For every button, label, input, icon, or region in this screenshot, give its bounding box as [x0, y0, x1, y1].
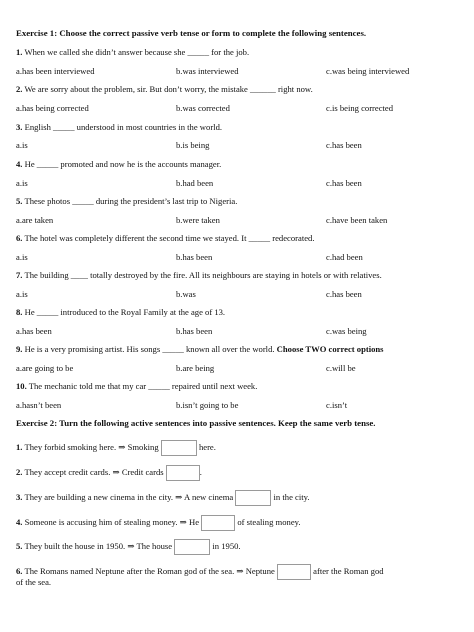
question-number: 7. — [16, 270, 23, 280]
option-a[interactable]: a.is — [16, 252, 28, 262]
option-a[interactable]: a.is — [16, 178, 28, 188]
option-c[interactable]: c.will be — [326, 363, 356, 373]
question-number: 5. — [16, 196, 23, 206]
question-text-after: after the Roman god — [313, 566, 384, 576]
question-number: 8. — [16, 307, 23, 317]
option-a[interactable]: a.has been interviewed — [16, 66, 95, 76]
question-number: 4. — [16, 159, 23, 169]
question-6 — [16, 233, 466, 244]
question-3 — [16, 122, 466, 133]
option-b[interactable]: b.was — [176, 289, 196, 299]
transform-question-2 — [16, 465, 466, 481]
option-a[interactable]: a.are going to be — [16, 363, 74, 373]
option-b[interactable]: b.was interviewed — [176, 66, 239, 76]
option-a[interactable]: a.has been — [16, 326, 52, 336]
question-2 — [16, 84, 466, 95]
transform-question-4 — [16, 515, 466, 531]
option-b[interactable]: b.isn’t going to be — [176, 400, 239, 410]
answer-input[interactable] — [174, 539, 210, 555]
question-text: We are sorry about the problem, sir. But don’t worry, the mistake ______ right now. — [24, 84, 313, 94]
answer-input[interactable] — [161, 440, 197, 456]
option-c[interactable]: c.is being corrected — [326, 103, 394, 113]
answer-input[interactable] — [201, 515, 235, 531]
question-text: He _____ promoted and now he is the accounts manager. — [24, 159, 222, 169]
question-number: 2. — [16, 84, 23, 94]
question-text-after: . — [199, 467, 202, 477]
question-text: They built the house in 1950. ⇒ The house — [24, 541, 173, 551]
question-text-after: in the city. — [273, 492, 310, 502]
option-b[interactable]: b.has been — [176, 326, 213, 336]
transform-question-1 — [16, 440, 466, 456]
question-1 — [16, 47, 466, 58]
question-text-after: in 1950. — [212, 541, 241, 551]
question-text: The hotel was completely different the second time we stayed. It _____ redecorated. — [24, 233, 315, 243]
question-8 — [16, 307, 466, 318]
question-text: They forbid smoking here. ⇒ Smoking — [24, 442, 159, 452]
answer-input[interactable] — [166, 465, 200, 481]
question-text: When we called she didn’t answer because she _____ for the job. — [24, 47, 250, 57]
question-number: 1. — [16, 47, 23, 57]
question-9 — [16, 344, 466, 355]
question-7 — [16, 270, 466, 281]
question-number: 2. — [16, 467, 23, 477]
option-b[interactable]: b.is being — [176, 140, 210, 150]
option-b[interactable]: b.were taken — [176, 215, 220, 225]
question-number: 5. — [16, 541, 23, 551]
option-c[interactable]: c.was being — [326, 326, 367, 336]
option-c[interactable]: c.has been — [326, 178, 362, 188]
option-c[interactable]: c.have been taken — [326, 215, 388, 225]
option-c[interactable]: c.isn’t — [326, 400, 348, 410]
question-4 — [16, 159, 466, 170]
question-text: They are building a new cinema in the city. ⇒ A new cinema — [24, 492, 234, 502]
question-text: English _____ understood in most countries in the world. — [24, 122, 223, 132]
option-a[interactable]: a.is — [16, 140, 28, 150]
question-text: They accept credit cards. ⇒ Credit cards — [24, 467, 164, 477]
option-a[interactable]: a.are taken — [16, 215, 54, 225]
option-c[interactable]: c.has been — [326, 289, 362, 299]
option-a[interactable]: a.has being corrected — [16, 103, 89, 113]
question-text: He is a very promising artist. His songs _____ known all over the world. — [24, 344, 275, 354]
question-text: The building ____ totally destroyed by the fire. All its neighbours are staying in hotels or with relatives. — [24, 270, 382, 280]
question-5 — [16, 196, 466, 207]
transform-question-3 — [16, 490, 466, 506]
question-text: These photos _____ during the president’s last trip to Nigeria. — [24, 196, 238, 206]
question-text: Someone is accusing him of stealing money. ⇒ He — [24, 517, 200, 527]
question-number: 1. — [16, 442, 23, 452]
exercise-1-title: Exercise 1: Choose the correct passive verb tense or form to complete the following sentences. — [16, 28, 367, 38]
question-number: 3. — [16, 122, 23, 132]
option-a[interactable]: a.is — [16, 289, 28, 299]
question-text: The mechanic told me that my car _____ repaired until next week. — [28, 381, 258, 391]
question-number: 3. — [16, 492, 23, 502]
question-text: He _____ introduced to the Royal Family at the age of 13. — [24, 307, 226, 317]
option-c[interactable]: c.has been — [326, 140, 362, 150]
question-number: 10. — [16, 381, 27, 391]
instruction-text: Choose TWO correct options — [276, 344, 384, 354]
question-text: The Romans named Neptune after the Roman god of the sea. ⇒ Neptune — [24, 566, 275, 576]
option-c[interactable]: c.was being interviewed — [326, 66, 410, 76]
option-c[interactable]: c.had been — [326, 252, 363, 262]
question-number: 9. — [16, 344, 23, 354]
question-10 — [16, 381, 466, 392]
option-b[interactable]: b.are being — [176, 363, 215, 373]
question-text-after: of stealing money. — [237, 517, 301, 527]
option-b[interactable]: b.was corrected — [176, 103, 230, 113]
exercise-2-title: Exercise 2: Turn the following active sentences into passive sentences. Keep the same verb tense. — [16, 418, 376, 428]
question-number: 4. — [16, 517, 23, 527]
option-a[interactable]: a.hasn’t been — [16, 400, 62, 410]
option-b[interactable]: b.has been — [176, 252, 213, 262]
question-text-after: here. — [198, 442, 216, 452]
question-number: 6. — [16, 233, 23, 243]
transform-question-5 — [16, 539, 466, 555]
option-b[interactable]: b.had been — [176, 178, 214, 188]
answer-input[interactable] — [235, 490, 271, 506]
question-number: 6. — [16, 566, 23, 576]
transform-question-6-continued: of the sea. — [16, 577, 52, 587]
